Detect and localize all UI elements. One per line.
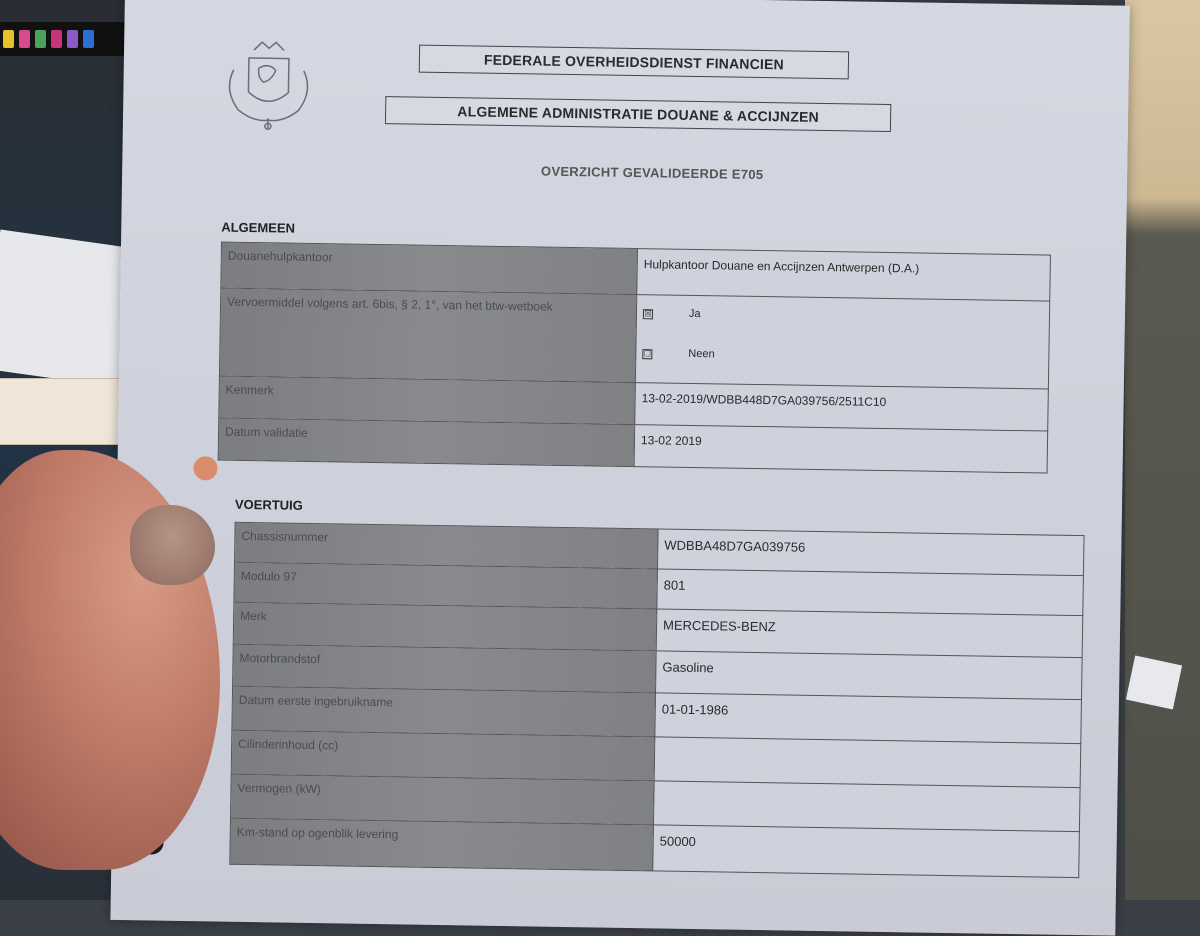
checked-checkbox-icon: ☒ [644,309,652,319]
agency-title: FEDERALE OVERHEIDSDIENST FINANCIEN [419,45,849,80]
punch-hole [193,456,217,480]
administration-title: ALGEMENE ADMINISTRATIE DOUANE & ACCIJNZEN [385,96,891,132]
field-value [654,737,1081,788]
field-value: 13-02 2019 [634,425,1048,473]
background-paper-right [1126,656,1182,710]
field-label: Modulo 97 [234,562,658,609]
field-label: Chassisnummer [235,522,659,569]
option-ja [643,307,1043,325]
table-row [219,288,1049,389]
option-label: Ja [688,307,701,321]
field-value: MERCEDES-BENZ [656,609,1083,658]
field-label: Kenmerk [219,376,636,425]
unchecked-checkbox-icon: ☐ [643,349,651,359]
section-title-algemeen: ALGEMEEN [221,219,296,236]
field-label: Douanehulpkantoor [221,242,638,295]
field-value [653,781,1080,832]
field-value: 13-02-2019/WDBB448D7GA039756/2511C10 [635,383,1049,431]
voertuig-table [229,522,1084,878]
section-title-voertuig: VOERTUIG [234,496,303,513]
algemeen-table [218,242,1051,474]
document-subtitle: OVERZICHT GEVALIDEERDE E705 [540,163,764,183]
field-value: 01-01-1986 [655,693,1082,744]
field-label: Cilinderinhoud (cc) [231,730,655,781]
option-label: Neen [688,347,715,361]
field-value: 50000 [653,825,1080,878]
field-label: Merk [233,602,657,651]
document-sheet [110,0,1129,936]
field-label: Datum eerste ingebruikname [232,686,656,737]
field-value: WDBBA48D7GA039756 [657,529,1084,576]
keyboard-keys [0,22,130,56]
field-value [635,295,1049,389]
option-neen [642,347,1042,365]
field-value: 801 [657,569,1084,616]
field-value: Gasoline [656,651,1083,700]
desk-background-right [1125,0,1200,900]
thumbnail [130,505,215,585]
field-label: Motorbrandstof [233,644,657,693]
field-value: Hulpkantoor Douane en Accijnzen Antwerpen (D.A.) [637,249,1051,301]
field-label: Vervoermiddel volgens art. 6bis, § 2, 1°, van het btw-wetboek [219,288,636,383]
belgian-coat-of-arms-icon [213,29,325,131]
field-label: Datum validatie [218,418,635,467]
field-label: Km-stand op ogenblik levering [230,818,654,871]
field-label: Vermogen (kW) [231,774,655,825]
background-card [0,378,132,445]
